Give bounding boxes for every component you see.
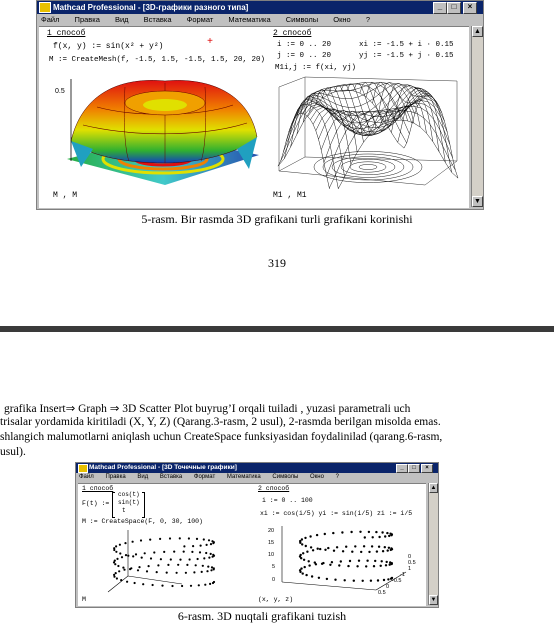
contour-line: [359, 164, 377, 169]
scatter-point: [300, 554, 302, 556]
scatter-point: [141, 557, 143, 559]
plot2-label: M1 , M1: [273, 191, 307, 200]
scatter-point: [364, 536, 366, 538]
vector-row-3: t: [122, 507, 126, 514]
page-number: 319: [268, 256, 286, 270]
z-tick: 10: [268, 552, 275, 558]
scatter-point: [312, 549, 314, 551]
scatter-point: [208, 557, 210, 559]
scatter-point: [153, 551, 155, 553]
scatter-point: [203, 538, 205, 540]
scatter-point: [311, 575, 313, 577]
scatter-point: [304, 566, 306, 568]
scatter-point: [354, 545, 356, 547]
scatter-point: [389, 564, 391, 566]
scatter-plot-1[interactable]: [82, 528, 246, 598]
scatter-point: [114, 560, 116, 562]
scatter-point: [316, 534, 318, 536]
menu-window[interactable]: Окно: [333, 15, 351, 24]
scroll-down-button[interactable]: ▼: [430, 597, 437, 603]
contour-line: [341, 159, 395, 175]
scatter-point: [157, 564, 159, 566]
scatter-point: [384, 535, 386, 537]
scatter-point: [132, 555, 134, 557]
scroll-up-button[interactable]: ▲: [430, 485, 437, 491]
scatter-point: [167, 564, 169, 566]
scatter-point: [303, 559, 305, 561]
scatter-point: [371, 545, 373, 547]
window-title: Mathcad Professional - [3D-графики разного типа]: [53, 3, 249, 12]
scatter-point: [123, 569, 125, 571]
scatter-point: [301, 543, 303, 545]
scatter-point: [321, 563, 323, 565]
surface-plot-wireframe[interactable]: [275, 75, 461, 189]
menu-help[interactable]: ?: [365, 15, 370, 24]
method1-heading: 1 способ: [47, 29, 86, 38]
scatter-point: [318, 577, 320, 579]
menu-edit[interactable]: Правка: [105, 474, 126, 480]
scatter-point: [356, 565, 358, 567]
scatter-point: [360, 551, 362, 553]
scatter-point: [302, 572, 304, 574]
menu-math[interactable]: Математика: [226, 474, 261, 480]
scatter-point: [188, 537, 190, 539]
scatter-point: [113, 547, 115, 549]
scatter-point: [390, 534, 392, 536]
plot1-label: M , M: [53, 191, 78, 200]
scatter-point: [177, 564, 179, 566]
scatter-point: [388, 535, 390, 537]
scatter-point: [387, 578, 389, 580]
scatter-point: [203, 557, 205, 559]
mesh-line: [291, 99, 345, 177]
scatter-point: [383, 579, 385, 581]
scroll-down-button[interactable]: ▼: [472, 196, 483, 207]
vector-row-2: sin(t): [118, 499, 140, 506]
scatter-point: [314, 561, 316, 563]
scatter-point: [205, 552, 207, 554]
mesh-line: [316, 90, 370, 135]
scatter-point: [114, 563, 116, 565]
menu-file[interactable]: Файл: [79, 474, 94, 480]
scatter-point: [333, 550, 335, 552]
scatter-point: [362, 580, 364, 582]
scatter-point: [336, 546, 338, 548]
scatter-point: [308, 564, 310, 566]
scatter-point: [121, 556, 123, 558]
scatter-point: [304, 537, 306, 539]
paragraph-line-3: shlangich malumotlarni aniqlash uchun CreateSpace funksiyasidan foydalinilad (qarang.6-rasm,: [0, 431, 443, 443]
scatter-point: [350, 531, 352, 533]
menu-insert[interactable]: Вставка: [143, 15, 172, 24]
x-tick: 0: [386, 584, 390, 590]
cursor-marker: +: [207, 37, 214, 48]
scatter-point: [173, 551, 175, 553]
mathcad-logo-icon: [78, 464, 88, 473]
scatter-point: [191, 551, 193, 553]
scatter-point: [181, 585, 183, 587]
scatter-point: [185, 572, 187, 574]
paragraph-line-1: grafika Insert⇒ Graph ⇒ 3D Scatter Plot buyrug’I orqali tuiladi , yuzasi parametrali uch: [4, 403, 411, 415]
create-space-definition: M := CreateSpace(F, 0, 30, 100): [82, 518, 203, 525]
scatter-point: [210, 553, 212, 555]
scatter-point: [381, 531, 383, 533]
func-lhs: F(t) :=: [82, 500, 110, 507]
scatter-point: [201, 571, 203, 573]
menu-window[interactable]: Окно: [310, 474, 324, 480]
scatter-point: [375, 531, 377, 533]
scatter-point: [208, 539, 210, 541]
scatter-point: [386, 561, 388, 563]
paragraph-line-4: usul).: [0, 446, 26, 458]
scatter-point: [349, 560, 351, 562]
scatter-point: [195, 564, 197, 566]
scatter-point: [137, 569, 139, 571]
close-button[interactable]: ×: [463, 2, 477, 14]
scatter-point: [368, 551, 370, 553]
create-mesh-definition: M := CreateMesh(f, -1.5, 1.5, -1.5, 1.5, 20, 20): [49, 56, 266, 64]
scatter-point: [374, 560, 376, 562]
scatter-point: [138, 566, 140, 568]
scatter-point: [212, 582, 214, 584]
scatter-point: [324, 549, 326, 551]
paragraph-line-2: trisalar yordamida kiritiladi (X, Y, Z) (Qarang.3-rasm, 2 usul), 2-rasmda berilgan misolda emas.: [0, 416, 441, 428]
scatter-point: [385, 564, 387, 566]
scatter-point: [199, 551, 201, 553]
scatter-point: [363, 545, 365, 547]
scatter-point: [198, 584, 200, 586]
scatter-point: [305, 574, 307, 576]
scatter-point: [334, 579, 336, 581]
scatter-point: [326, 578, 328, 580]
method2-heading: 2 способ: [273, 29, 312, 38]
scatter-point: [200, 545, 202, 547]
scatter-point: [331, 561, 333, 563]
x-tick: -1: [400, 572, 405, 578]
vector-row-1: cos(t): [118, 491, 140, 498]
minimize-button[interactable]: _: [396, 464, 408, 473]
scatter-point: [365, 565, 367, 567]
x-tick: -0.5: [392, 578, 402, 584]
scatter-point: [387, 549, 389, 551]
scatter-point: [159, 538, 161, 540]
window-title: Mathcad Professional - [3D Точечные графики]: [89, 464, 237, 471]
scatter-point: [319, 548, 321, 550]
z-axis-tick: 0.5: [55, 88, 65, 95]
plot1-label: M: [82, 596, 86, 603]
scatter-point: [148, 565, 150, 567]
menu-symbols[interactable]: Символы: [285, 15, 319, 24]
scatter-point: [344, 579, 346, 581]
scatter-point: [347, 565, 349, 567]
scatter-point: [378, 546, 380, 548]
menu-format[interactable]: Формат: [186, 15, 214, 24]
y-def: yj := -1.5 + j · 0.15: [359, 52, 454, 60]
scatter-point: [118, 570, 120, 572]
scatter-point: [340, 560, 342, 562]
scatter-point: [124, 542, 126, 544]
i-range: i := 0 .. 20: [277, 41, 332, 49]
window-title-bar: [37, 1, 483, 14]
mesh-line: [354, 83, 408, 130]
vector-bracket: [112, 492, 115, 518]
vertical-scrollbar[interactable]: [428, 483, 438, 605]
scatter-point: [384, 546, 386, 548]
menu-symbols[interactable]: Символы: [272, 474, 299, 480]
menu-insert[interactable]: Вставка: [159, 474, 183, 480]
m1-def: M1i,j := f(xi, yj): [275, 64, 357, 72]
scatter-point: [160, 558, 162, 560]
scatter-point: [353, 580, 355, 582]
scatter-point: [179, 559, 181, 561]
scatter-point: [341, 531, 343, 533]
menu-file[interactable]: Файл: [41, 15, 60, 24]
y-tick: 1: [408, 566, 412, 572]
scatter-point: [116, 558, 118, 560]
scatter-point: [370, 580, 372, 582]
scatter-point: [119, 544, 121, 546]
scatter-point: [342, 550, 344, 552]
menu-view[interactable]: Вид: [137, 474, 149, 480]
scatter-point: [115, 551, 117, 553]
scatter-point: [150, 557, 152, 559]
scatter-point: [358, 560, 360, 562]
scatter-point: [388, 547, 390, 549]
scatter-point: [306, 551, 308, 553]
scatter-point: [176, 572, 178, 574]
scatter-point: [193, 571, 195, 573]
scatter-point: [305, 545, 307, 547]
scatter-point: [149, 539, 151, 541]
page-divider: [0, 326, 554, 332]
scatter-point: [129, 568, 131, 570]
scatter-point: [310, 546, 312, 548]
scatter-point: [381, 560, 383, 562]
scatter-point: [301, 538, 303, 540]
scatter-point: [309, 535, 311, 537]
scatter-point: [386, 532, 388, 534]
j-range: j := 0 .. 20: [277, 52, 332, 60]
menu-edit[interactable]: Правка: [74, 15, 100, 24]
mesh-line: [360, 82, 414, 125]
scroll-up-button[interactable]: ▲: [472, 26, 483, 37]
scatter-point: [213, 568, 215, 570]
scatter-point: [190, 585, 192, 587]
scatter-point: [345, 546, 347, 548]
y-tick: 0.5: [408, 560, 416, 566]
scatter-point: [209, 583, 211, 585]
scatter-point: [134, 582, 136, 584]
scatter-point: [351, 551, 353, 553]
scatter-point: [119, 552, 121, 554]
close-button[interactable]: ×: [421, 464, 433, 473]
scatter-point: [170, 558, 172, 560]
window-title-bar: [76, 463, 438, 473]
figure1-caption: 5-rasm. Bir rasmda 3D grafikani turli grafikani korinishi: [141, 212, 413, 226]
scatter-point: [161, 585, 163, 587]
scatter-point: [329, 564, 331, 566]
scatter-point: [189, 558, 191, 560]
scatter-point: [156, 571, 158, 573]
scatter-point: [359, 531, 361, 533]
scatter-point: [368, 531, 370, 533]
minimize-button[interactable]: _: [433, 2, 447, 14]
scatter-point: [317, 548, 319, 550]
menu-bar: [76, 473, 438, 482]
scatter-point: [206, 544, 208, 546]
scatter-point: [179, 537, 181, 539]
scatter-point: [332, 532, 334, 534]
menu-view[interactable]: Вид: [114, 15, 129, 24]
scatter-point: [206, 570, 208, 572]
worksheet-area[interactable]: [39, 26, 469, 208]
scatter-point: [390, 549, 392, 551]
scatter-point: [116, 577, 118, 579]
scatter-point: [302, 552, 304, 554]
scatter-point: [192, 545, 194, 547]
scatter-point: [210, 543, 212, 545]
scatter-point: [125, 554, 127, 556]
scatter-point: [146, 570, 148, 572]
scatter-point: [183, 545, 185, 547]
z-tick: 0: [272, 577, 276, 583]
scatter-point: [122, 567, 124, 569]
func-definition: f(x, y) := sin(x² + y²): [53, 42, 164, 51]
scatter-point: [377, 579, 379, 581]
z-tick: 15: [268, 540, 275, 546]
scatter-point: [132, 541, 134, 543]
scatter-point: [212, 556, 214, 558]
scatter-point: [169, 537, 171, 539]
scatter-point: [300, 567, 302, 569]
mathcad-logo-icon: [39, 2, 51, 13]
menu-bar: [37, 14, 483, 25]
scatter-point: [152, 584, 154, 586]
scatter-point: [204, 584, 206, 586]
scatter-point: [212, 542, 214, 544]
mesh-line: [303, 93, 357, 152]
worksheet-area[interactable]: [78, 483, 426, 606]
scatter-point: [117, 565, 119, 567]
scatter-point: [376, 550, 378, 552]
scatter-point: [183, 551, 185, 553]
maximize-button[interactable]: □: [447, 2, 461, 14]
scatter-point: [210, 569, 212, 571]
scatter-point: [366, 560, 368, 562]
xyz-defs: xi := cos(i/5) yi := sin(i/5) zi := i/5: [260, 510, 413, 517]
scatter-point: [144, 552, 146, 554]
scatter-plot-2[interactable]: [256, 524, 424, 598]
scatter-point: [142, 583, 144, 585]
menu-math[interactable]: Математика: [228, 15, 271, 24]
scatter-point: [166, 572, 168, 574]
mathcad-window-2: [75, 462, 439, 608]
z-tick: 5: [272, 564, 276, 570]
figure2-caption: 6-rasm. 3D nuqtali grafikani tuzish: [177, 609, 347, 623]
vertical-scrollbar[interactable]: [471, 26, 483, 207]
surface-plot-colored[interactable]: [53, 71, 265, 189]
mathcad-window-1: [36, 0, 484, 210]
maximize-button[interactable]: □: [408, 464, 420, 473]
plot2-label: (x, y, z): [258, 596, 294, 603]
scatter-point: [197, 558, 199, 560]
scatter-point: [135, 553, 137, 555]
vector-bracket-right: [142, 492, 145, 518]
scatter-point: [113, 574, 115, 576]
scatter-point: [338, 564, 340, 566]
scatter-point: [115, 545, 117, 547]
scatter-point: [324, 533, 326, 535]
scatter-point: [171, 585, 173, 587]
scatter-point: [202, 565, 204, 567]
scatter-point: [380, 565, 382, 567]
scatter-point: [382, 550, 384, 552]
x-def: xi := -1.5 + i · 0.15: [359, 41, 454, 49]
method1-heading: 1 способ: [82, 485, 114, 492]
scatter-point: [115, 572, 117, 574]
menu-format[interactable]: Формат: [193, 474, 216, 480]
method2-heading: 2 способ: [258, 485, 290, 492]
scatter-point: [372, 536, 374, 538]
scatter-point: [163, 551, 165, 553]
z-tick: 20: [268, 528, 275, 534]
scatter-point: [126, 581, 128, 583]
menu-help[interactable]: ?: [335, 474, 339, 480]
y-tick: 0: [408, 554, 412, 560]
scatter-point: [373, 565, 375, 567]
scatter-point: [196, 538, 198, 540]
scatter-point: [308, 560, 310, 562]
contour-line: [350, 162, 386, 172]
scatter-point: [207, 566, 209, 568]
scatter-point: [378, 536, 380, 538]
scatter-point: [140, 539, 142, 541]
scatter-point: [327, 547, 329, 549]
x-tick: 0.5: [378, 590, 386, 596]
scatter-point: [186, 564, 188, 566]
i-range: i := 0 .. 100: [262, 497, 313, 504]
